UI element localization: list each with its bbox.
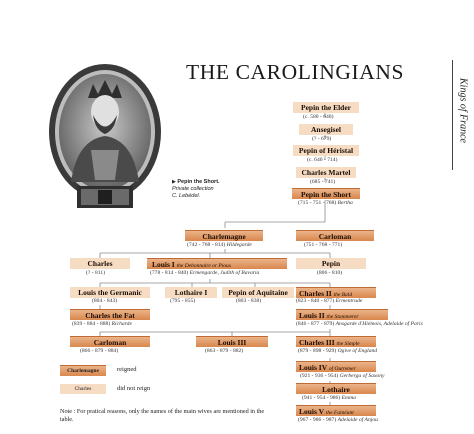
person-pepin-the-elder [293,102,359,113]
person-pepin-the-short [292,188,360,199]
person-name: Charlemagne [202,232,246,241]
person-name: Charles [87,259,113,268]
legend-noreign-swatch: Charles [60,384,106,394]
person-name: Carloman [318,232,352,241]
person-dates: (804 - 843) [92,298,118,304]
person-name: Charles the Fat [85,311,135,320]
person-name: Louis IV [299,363,328,372]
page-title: THE CAROLINGIANS [186,60,405,84]
person-name: Louis V [299,407,324,416]
person-dates: (751 - 768 - 771) [304,242,343,248]
person-dates: (? - 811) [86,270,106,276]
person-name: Charles II [299,289,332,298]
person-dates: (806 - 810) [317,270,343,276]
person-dates: (742 - 768 - 814) Hildegarde [187,242,252,248]
side-label-text: Kings of France [457,78,469,143]
person-name: Charles Martel [301,168,351,177]
person-name: Pepin the Elder [301,103,351,112]
person-name: Pepin [321,259,341,268]
person-charles-iii [296,336,376,347]
person-dates: (715 - 751 - 768) Bertha [298,200,353,206]
side-label [455,68,471,158]
person-dates: (839 - 884 - 888) Richarde [72,321,132,327]
person-dates: (823 - 840 - 877) Ermentrude [296,298,363,304]
legend-reigned-label: reigned [117,366,137,373]
person-dates: (879 - 898 - 929) Ogive of England [298,348,378,354]
person-lothaire-i [165,287,217,298]
person-name: Lothaire I [174,288,208,297]
person-dates: (846 - 877 - 879) Ansgarde d'Hiémois, Adelaide of Paris [296,321,423,327]
person-dates: (921 - 936 - 954) Gerberga of Saxony [300,373,385,379]
person-dates: (c. 580 - 640) [303,114,334,120]
person-louis-i [147,258,287,269]
person-lothaire [296,383,376,394]
person-charles-ii [296,287,376,298]
person-pepin [296,258,366,269]
person-name: Louis II [299,311,325,320]
portrait-caption: ▶ Pepin the Short. Private collection C. Lebédel. [172,179,252,200]
portrait-engraving [43,60,168,215]
person-louis-v [296,405,376,416]
person-epithet: the Debonnaire or Pious [176,263,231,269]
person-dates: (863 - 879 - 882) [205,348,244,354]
person-charles-martel [296,167,356,178]
person-name: Louis the Germanic [78,288,142,297]
person-charlemagne [185,230,263,241]
person-charles [70,258,130,269]
person-carloman [296,230,374,241]
person-dates: (778 - 814 - 840) Ermengarde, Judith of Bavaria [150,270,260,276]
person-dates: (967 - 986 - 987) Adelaide of Anjou [298,417,378,423]
person-louis-the-germanic [70,287,150,298]
person-name: Pepin of Héristal [298,146,354,155]
person-louis-iii [196,336,268,347]
person-dates: (c. 640 - 714) [307,157,338,163]
person-carloman-ii [70,336,150,347]
footnote: Note : For pratical reasons, only the names of the main wives are mentioned in the table. [60,408,265,423]
side-divider [452,60,453,170]
person-name: Ansegisel [311,125,341,134]
person-louis-iv [296,361,376,372]
person-name: Charles III [299,338,335,347]
person-name: Louis III [217,338,247,347]
person-pepin-of-heristal [293,145,359,156]
person-dates: (803 - 838) [236,298,262,304]
person-name: Lothaire [322,385,350,394]
person-name: Louis I [152,260,175,269]
person-dates: (795 - 855) [170,298,196,304]
legend-noreign-label: did not reign [117,385,151,392]
person-epithet: of Outremer [328,366,356,372]
person-ansegisel [299,124,353,135]
person-epithet: the Bald [333,292,353,298]
caption-line-1: Private collection [172,186,214,192]
person-name: Carloman [93,338,127,347]
person-epithet: the Simple [336,341,360,347]
person-pepin-of-aquitaine [222,287,294,298]
person-epithet: the Stammerer [326,314,359,320]
person-charles-the-fat [70,309,150,320]
person-epithet: the Fainéant [325,410,354,416]
legend-reigned-swatch: Charlemagne [60,365,106,376]
person-dates: (? - 679) [312,136,332,142]
person-name: Pepin the Short [300,190,351,199]
person-dates: (866 - 879 - 884) [80,348,119,354]
person-louis-ii [296,309,388,320]
person-dates: (941 - 954 - 986) Emma [302,395,356,401]
person-name: Pepin of Aquitaine [228,288,288,297]
caption-line-2: C. Lebédel. [172,193,201,199]
caption-title: Pepin the Short. [177,179,220,185]
person-dates: (685 - 741) [310,179,336,185]
